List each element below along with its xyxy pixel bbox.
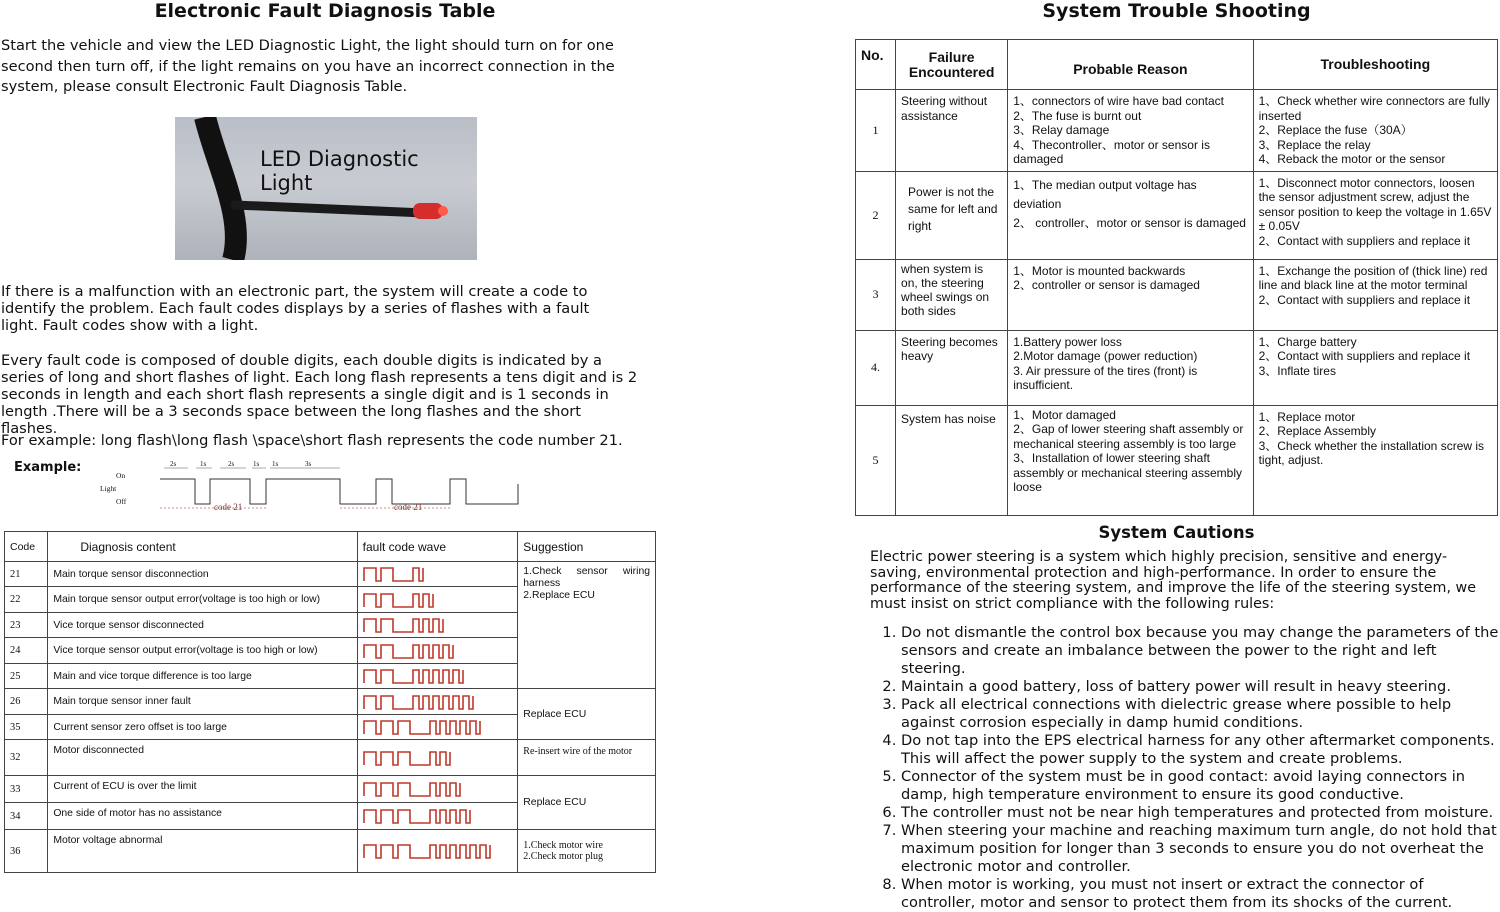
timing-1s-label: 1s [272, 460, 279, 468]
row-fix: 1、Replace motor 2、Replace Assembly 3、Check whether the installation screw is tight, adjust. [1253, 405, 1497, 515]
wave-line [364, 845, 490, 858]
row-diagnosis: Vice torque sensor disconnected [48, 613, 357, 638]
wave-line [364, 670, 463, 683]
timing-code-label: code 21 [214, 502, 243, 512]
wave-icon [361, 717, 511, 737]
header-wave: fault code wave [357, 532, 518, 562]
row-diagnosis: Motor voltage abnormal [48, 830, 357, 873]
row-failure: when system is on, the steering wheel swings on both sides [896, 259, 1008, 330]
row-reason: 1.Battery power loss 2.Motor damage (power reduction) 3. Air pressure of the tires (front) is insufficient. [1008, 330, 1253, 405]
wave-icon [361, 590, 511, 610]
row-suggestion: Replace ECU [518, 689, 656, 740]
caution-item: 1. Do not dismantle the control box because you may change the parameters of the sensors and create an imbalance between the power to the right and left steering. [901, 624, 1500, 678]
caution-item: 8. When motor is working, you must not insert or extract the connector of controller, motor and sensor to protect them from its shocks of the current. [901, 876, 1500, 912]
row-fix: 1、Exchange the position of (thick line) red line and black line at the motor terminal 2、Contact with suppliers and replace it [1253, 259, 1497, 330]
row-diagnosis: Motor disconnected [48, 740, 357, 776]
fault-code-wave [357, 715, 518, 740]
fault-code-wave [357, 830, 518, 873]
malfunction-paragraph: If there is a malfunction with an electronic part, the system will create a code to identify the problem. Each fault codes displays by a series of flashes with a fault light. Fault codes show with a light. [1, 283, 590, 334]
wave-line [364, 696, 473, 709]
wave-icon [361, 806, 511, 826]
header-suggestion: Suggestion [518, 532, 656, 562]
table-row [856, 259, 1498, 330]
row-code: 23 [5, 613, 48, 638]
wave-line [364, 568, 423, 581]
wave-line [364, 783, 460, 796]
photo-label: LED Diagnostic Light [260, 147, 419, 195]
row-diagnosis: Current of ECU is over the limit [48, 776, 357, 803]
timing-2s-label: 2s [170, 460, 177, 468]
row-fix: 1、Check whether wire connectors are fully inserted 2、Replace the fuse（30A） 3、Replace the relay 4、Reback the motor or the sensor [1253, 90, 1497, 172]
caution-item: 5. Connector of the system must be in good contact: avoid laying connectors in damp, high temperature environment to ensure its good conductive. [901, 768, 1500, 804]
fault-code-wave [357, 664, 518, 689]
caution-item: 4. Do not tap into the EPS electrical harness for any other aftermarket components. This will affect the power supply to the system and create problems. [901, 732, 1500, 768]
timing-on-label: On [116, 471, 126, 480]
row-suggestion: Re-insert wire of the motor [518, 740, 656, 776]
row-suggestion: 1.Check motor wire 2.Check motor plug [518, 830, 656, 873]
cautions-list [868, 624, 1500, 912]
wave-icon [361, 779, 511, 799]
wave-icon [361, 748, 511, 768]
caution-item: 3. Pack all electrical connections with dielectric grease where possible to help against corrosion especially in damp humid conditions. [901, 696, 1500, 732]
header-code: Code [5, 532, 48, 562]
row-failure: Steering becomes heavy [896, 330, 1008, 405]
header-reason: Probable Reason [1008, 40, 1253, 90]
row-code: 25 [5, 664, 48, 689]
row-diagnosis: Vice torque sensor output error(voltage is too high or low) [48, 638, 357, 664]
timing-1s-label: 1s [200, 460, 207, 468]
caution-item: 6. The controller must not be near high temperatures and protected from moisture. [901, 804, 1500, 822]
wave-icon [361, 564, 511, 584]
timing-2s-label: 2s [228, 460, 235, 468]
timing-3s-label: 3s [305, 460, 312, 468]
example-paragraph: For example: long flash\long flash \space\short flash represents the code number 21. [1, 432, 623, 449]
wave-line [364, 721, 480, 734]
row-reason: 1、The median output voltage has deviation 2、 controller、motor or sensor is damaged [1008, 171, 1253, 259]
caution-item: 2. Maintain a good battery, loss of battery power will result in heavy steering. [901, 678, 1500, 696]
wave-icon [361, 692, 511, 712]
fault-code-wave [357, 587, 518, 613]
row-diagnosis: Main torque sensor output error(voltage is too high or low) [48, 587, 357, 613]
row-failure: System has noise [896, 405, 1008, 515]
table-header-row [5, 532, 656, 562]
row-no: 3 [856, 259, 896, 330]
row-diagnosis: Main and vice torque difference is too large [48, 664, 357, 689]
header-no: No. [856, 40, 896, 90]
fault-code-wave [357, 689, 518, 715]
row-no: 1 [856, 90, 896, 172]
timing-1s-label: 1s [253, 460, 260, 468]
row-fix: 1、Charge battery 2、Contact with suppliers and replace it 3、Inflate tires [1253, 330, 1497, 405]
cautions-intro: Electric power steering is a system which highly precision, sensitive and energy-saving, environmental protection and high-performance. In order to ensure the performance of the steering system, and improve the life of the steering system, we must insist on strict compliance with the following rules: [870, 549, 1477, 612]
fault-code-wave [357, 638, 518, 664]
row-code: 22 [5, 587, 48, 613]
timing-light-label: Light [100, 484, 117, 493]
wave-icon [361, 615, 511, 635]
table-row [5, 689, 656, 715]
header-diagnosis: Diagnosis content [48, 532, 357, 562]
row-no: 5 [856, 405, 896, 515]
fault-code-wave [357, 740, 518, 776]
table-row [856, 405, 1498, 515]
fault-code-wave [357, 562, 518, 587]
cautions-title: System Cautions [1098, 523, 1255, 542]
table-row [856, 171, 1498, 259]
trouble-header-row [856, 40, 1498, 90]
row-no: 4. [856, 330, 896, 405]
wave-line [364, 810, 470, 823]
timing-diagram [100, 456, 525, 518]
header-failure: Failure Encountered [896, 40, 1008, 90]
row-no: 2 [856, 171, 896, 259]
timing-code-label: code 21 [394, 502, 423, 512]
row-reason: 1、connectors of wire have bad contact 2、The fuse is burnt out 3、Relay damage 4、Thecontroller、motor or sensor is damaged [1008, 90, 1253, 172]
table-row [5, 562, 656, 587]
fault-code-wave [357, 776, 518, 803]
table-row [5, 830, 656, 873]
fault-code-wave [357, 803, 518, 830]
right-title: System Trouble Shooting [1042, 0, 1311, 22]
row-failure: Power is not the same for left and right [896, 171, 1008, 259]
row-diagnosis: Current sensor zero offset is too large [48, 715, 357, 740]
left-title: Electronic Fault Diagnosis Table [154, 0, 496, 22]
table-row [856, 330, 1498, 405]
intro-paragraph: Start the vehicle and view the LED Diagnostic Light, the light should turn on for one second then turn off, if the light remains on you have an incorrect connection in the system, please consult Electronic Fault Diagnosis Table. [1, 37, 615, 95]
example-label: Example: [14, 460, 82, 475]
row-diagnosis: Main torque sensor disconnection [48, 562, 357, 587]
row-code: 26 [5, 689, 48, 715]
row-code: 36 [5, 830, 48, 873]
row-failure: Steering without assistance [896, 90, 1008, 172]
row-code: 21 [5, 562, 48, 587]
led-diagnostic-photo [175, 117, 477, 260]
row-suggestion: Replace ECU [518, 776, 656, 830]
row-code: 33 [5, 776, 48, 803]
trouble-shooting-table [855, 39, 1498, 516]
row-suggestion: 1.Check sensor wiring harness 2.Replace ECU [518, 562, 656, 689]
table-row [5, 740, 656, 776]
wave-icon [361, 666, 511, 686]
row-reason: 1、Motor damaged 2、Gap of lower steering shaft assembly or mechanical steering assembly is too large 3、Installation of lower steering shaft assembly or mechanical steering assembly loose [1008, 405, 1253, 515]
wave-line [364, 752, 450, 765]
wave-icon [361, 641, 511, 661]
wave-line [364, 594, 433, 607]
fault-diagnosis-table [4, 531, 656, 873]
timing-off-label: Off [116, 497, 127, 506]
wave-line [364, 619, 443, 632]
table-row [5, 776, 656, 803]
wave-icon [361, 841, 511, 861]
table-row [856, 90, 1498, 172]
row-code: 34 [5, 803, 48, 830]
caution-item: 7. When steering your machine and reaching maximum turn angle, do not hold that maximum position for longer than 3 seconds to ensure you do not overheat the electronic motor and controller. [901, 822, 1500, 876]
header-troubleshooting: Troubleshooting [1253, 40, 1497, 90]
row-code: 35 [5, 715, 48, 740]
fault-code-wave [357, 613, 518, 638]
row-diagnosis: Main torque sensor inner fault [48, 689, 357, 715]
row-fix: 1、Disconnect motor connectors, loosen the sensor adjustment screw, adjust the sensor position to keep the voltage in 1.65V ± 0.05V 2、Contact with suppliers and replace it [1253, 171, 1497, 259]
row-reason: 1、Motor is mounted backwards 2、controller or sensor is damaged [1008, 259, 1253, 330]
row-code: 32 [5, 740, 48, 776]
row-code: 24 [5, 638, 48, 664]
wave-line [364, 645, 453, 658]
fault-code-paragraph: Every fault code is composed of double digits, each double digits is indicated by a series of long and short flashes of light. Each long flash represents a tens digit and is 2 seconds in length and each short flash represents a single digit and is 1 seconds in length .There will be a 3 seconds space between the long flashes and the short flashes. [1, 352, 638, 437]
row-diagnosis: One side of motor has no assistance [48, 803, 357, 830]
